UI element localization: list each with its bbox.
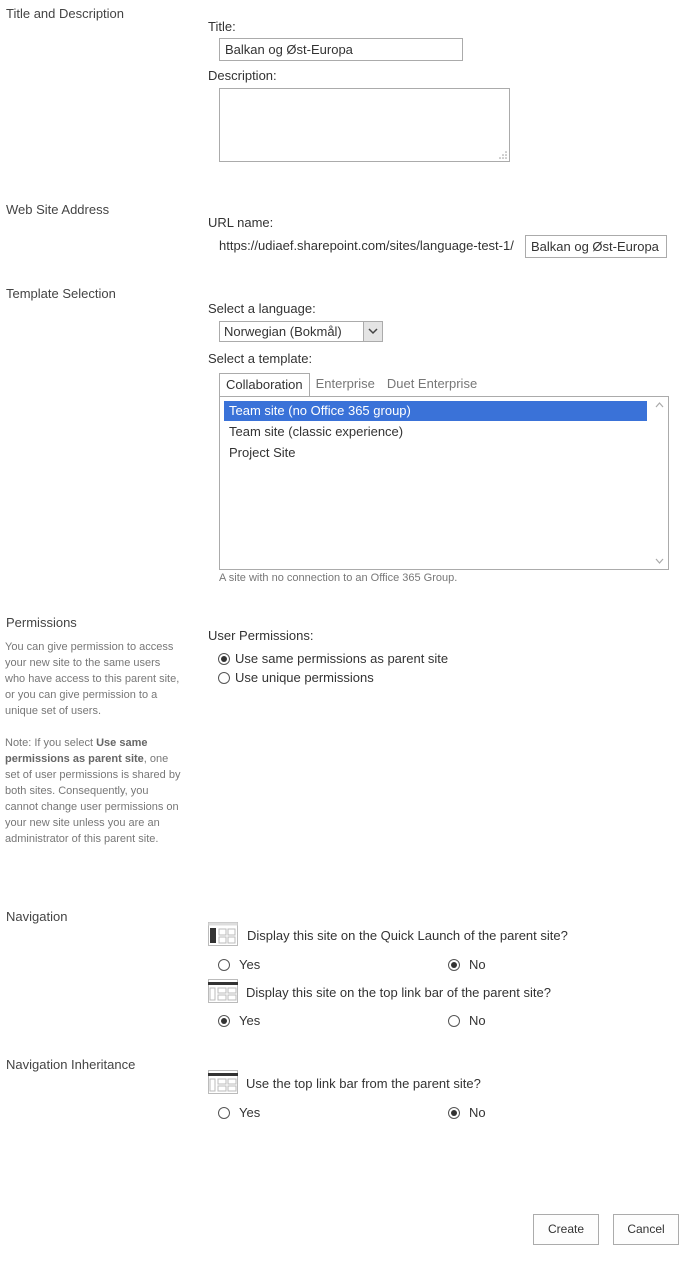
tab-duet-enterprise[interactable]: Duet Enterprise [386,376,478,391]
quick-launch-question: Display this site on the Quick Launch of the parent site? [247,928,568,943]
template-label: Select a template: [208,351,313,366]
list-item[interactable]: Team site (no Office 365 group) [224,401,647,421]
inherit-link-bar-icon [208,1070,238,1094]
radio-label: Use same permissions as parent site [235,651,449,666]
radio-button[interactable] [218,653,230,665]
template-listbox[interactable] [219,396,669,570]
list-item[interactable]: Project Site [229,445,296,460]
user-permissions-label: User Permissions: [208,628,314,643]
permissions-note-paragraph: Note: If you select Use same permissions as parent site, one set of user permissions is shared by both sites. Consequently, you cannot change user permissions on your new site unless you are an administrator of this parent site. [5,737,181,845]
inherit-link-bar-question: Use the top link bar from the parent site? [246,1076,481,1091]
top-link-bar-question: Display this site on the top link bar of the parent site? [246,985,551,1000]
scroll-down-icon[interactable] [655,558,664,565]
radio-button[interactable] [218,1015,230,1027]
radio-inherit-yes[interactable] [218,1105,260,1120]
template-scrollbar[interactable] [651,397,668,569]
template-tabs [219,373,483,396]
radio-label: Use unique permissions [235,670,374,685]
radio-label: Yes [239,1105,261,1120]
radio-label: No [469,957,486,972]
radio-label: No [469,1013,486,1028]
description-textarea[interactable] [219,88,510,162]
permissions-help-text [5,639,181,847]
section-title-permissions: Permissions [6,615,77,630]
cancel-button[interactable]: Cancel [613,1214,679,1245]
radio-same-permissions[interactable] [218,651,448,666]
top-link-bar-icon [208,979,238,1003]
chevron-down-icon [364,322,382,341]
tab-collaboration[interactable]: Collaboration [219,373,310,397]
resize-grip-icon[interactable] [499,151,507,159]
radio-button[interactable] [448,1107,460,1119]
list-item[interactable]: Team site (classic experience) [229,424,404,439]
radio-button[interactable] [448,1015,460,1027]
language-dropdown-button[interactable] [363,322,382,341]
section-title-template: Template Selection [6,286,116,301]
radio-label: Yes [239,957,261,972]
section-title-navigation-inheritance: Navigation Inheritance [6,1057,136,1072]
language-label: Select a language: [208,301,316,316]
title-input[interactable]: Balkan og Øst-Europa [219,38,463,61]
section-title-web-address: Web Site Address [6,202,110,217]
url-label: URL name: [208,215,274,230]
title-label: Title: [208,19,236,34]
radio-top-link-bar-yes[interactable] [218,1013,260,1028]
radio-button[interactable] [218,959,230,971]
section-title-navigation: Navigation [6,909,68,924]
template-list [224,401,647,463]
tab-enterprise[interactable]: Enterprise [315,376,375,391]
quick-launch-icon [208,922,238,946]
create-button[interactable]: Create [533,1214,599,1245]
description-label: Description: [208,68,277,83]
template-description: A site with no connection to an Office 365 Group. [219,572,458,584]
radio-label: Yes [239,1013,261,1028]
radio-quick-launch-no[interactable] [448,957,486,972]
radio-button[interactable] [218,1107,230,1119]
section-title-title-description: Title and Description [6,6,125,21]
language-select[interactable] [219,321,383,342]
language-selected-value: Norwegian (Bokmål) [224,324,342,339]
radio-unique-permissions[interactable] [218,670,374,685]
radio-label: No [469,1105,486,1120]
radio-inherit-no[interactable] [448,1105,486,1120]
radio-button[interactable] [448,959,460,971]
radio-top-link-bar-no[interactable] [448,1013,486,1028]
scroll-up-icon[interactable] [655,401,664,408]
url-prefix: https://udiaef.sharepoint.com/sites/language-test-1/ [219,238,514,253]
url-input[interactable]: Balkan og Øst-Europa [525,235,667,258]
radio-quick-launch-yes[interactable] [218,957,260,972]
permissions-help-paragraph: You can give permission to access your new site to the same users who have access to this parent site, or you can give permission to a unique set of users. [5,641,180,717]
radio-button[interactable] [218,672,230,684]
